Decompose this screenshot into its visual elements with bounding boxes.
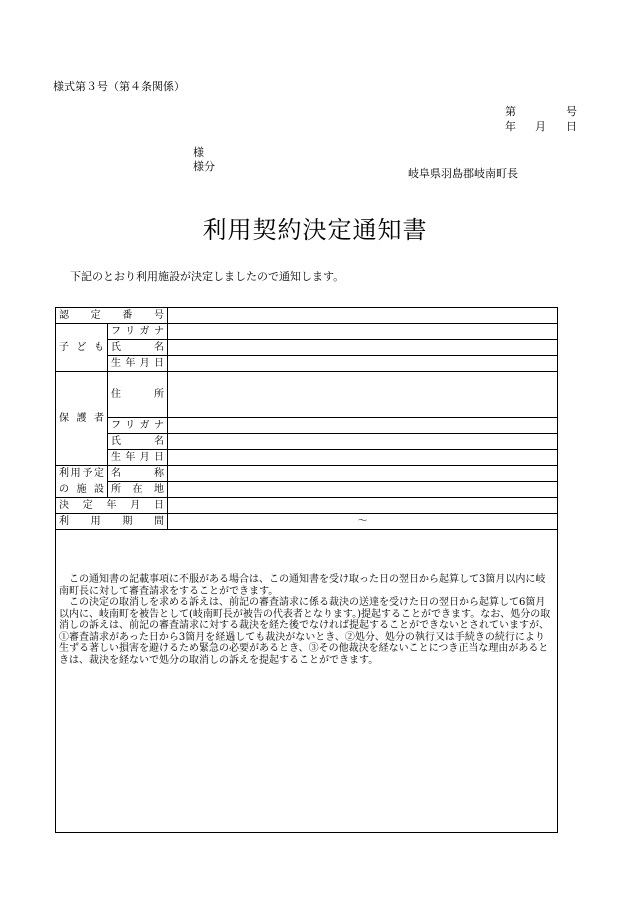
table-row	[56, 498, 558, 514]
cert-number-value	[168, 308, 558, 324]
guardian-furigana-label: フリガナ	[108, 418, 168, 434]
guardian-address-label: 住所	[108, 372, 168, 418]
facility-location-label: 所在地	[108, 482, 168, 498]
guardian-furigana-value	[168, 418, 558, 434]
table-row	[56, 434, 558, 450]
child-name-value	[168, 340, 558, 356]
facility-label-bottom: の施設	[56, 482, 108, 498]
child-birth-value	[168, 356, 558, 372]
addressee-honorific: 様	[193, 146, 204, 159]
table-row	[56, 308, 558, 324]
usage-period-separator: ～	[168, 514, 558, 530]
table-row	[56, 372, 558, 418]
guardian-name-label: 氏名	[108, 434, 168, 450]
table-row	[56, 356, 558, 372]
cert-number-label: 認定番号	[56, 308, 168, 324]
date-year-label: 年	[505, 120, 516, 133]
facility-location-value	[168, 482, 558, 498]
guardian-birth-label: 生年月日	[108, 450, 168, 466]
date-month-label: 月	[535, 120, 546, 133]
appeal-notice-box	[55, 530, 558, 833]
addressee-child-honorific: 様分	[193, 160, 215, 173]
appeal-notice-paragraph: この通知書の記載事項に不服がある場合は、この通知書を受け取った日の翌日から起算して3箇月以内に岐南町長に対して審査請求をすることができます。	[59, 574, 546, 597]
child-name-label: 氏名	[108, 340, 168, 356]
table-row	[56, 514, 558, 530]
facility-name-label: 名称	[108, 466, 168, 482]
form-label: 様式第３号（第４条関係）	[53, 80, 185, 93]
issuer-name: 岐阜県羽島郡岐南町長	[408, 167, 518, 180]
facility-name-value	[168, 466, 558, 482]
date-day-label: 日	[566, 120, 577, 133]
table-row	[56, 482, 558, 498]
intro-text: 下記のとおり利用施設が決定しましたので通知します。	[70, 270, 345, 283]
usage-period-label: 利用期間	[56, 514, 168, 530]
decision-date-label: 決定年月日	[56, 498, 168, 514]
child-birth-label: 生年月日	[108, 356, 168, 372]
guardian-section-label: 保護者	[56, 372, 108, 466]
facility-label-top: 利用予定	[56, 466, 108, 482]
decision-table	[55, 307, 558, 530]
decision-date-value	[168, 498, 558, 514]
guardian-address-value	[168, 372, 558, 418]
lawsuit-notice-paragraph: この決定の取消しを求める訴えは、前記の審査請求に係る裁決の送達を受けた日の翌日から起算して6箇月以内に、岐南町を被告として(岐南町長が被告の代表者となります。)提起することができます。なお、処分の取消しの訴えは、前記の審査請求に対する裁決を経た後でなければ提起することができないとされていますが、①審査請求があった日から3箇月を経過しても裁決がないとき、②処分、処分の執行又は手続きの続行により生ずる著しい損害を避けるため緊急の必要があるとき、③その他裁決を経ないことにつき正当な理由があるときは、裁決を経ないで処分の取消しの訴えを提起することができます。	[59, 597, 551, 666]
child-furigana-value	[168, 324, 558, 340]
table-row	[56, 450, 558, 466]
child-section-label: 子ども	[56, 324, 108, 372]
table-row	[56, 324, 558, 340]
child-furigana-label: フリガナ	[108, 324, 168, 340]
table-row	[56, 466, 558, 482]
guardian-birth-value	[168, 450, 558, 466]
table-row	[56, 340, 558, 356]
guardian-name-value	[168, 434, 558, 450]
document-number-label: 第	[505, 105, 516, 118]
table-row	[56, 418, 558, 434]
document-number-suffix: 号	[566, 105, 577, 118]
document-title: 利用契約決定通知書	[202, 216, 428, 244]
